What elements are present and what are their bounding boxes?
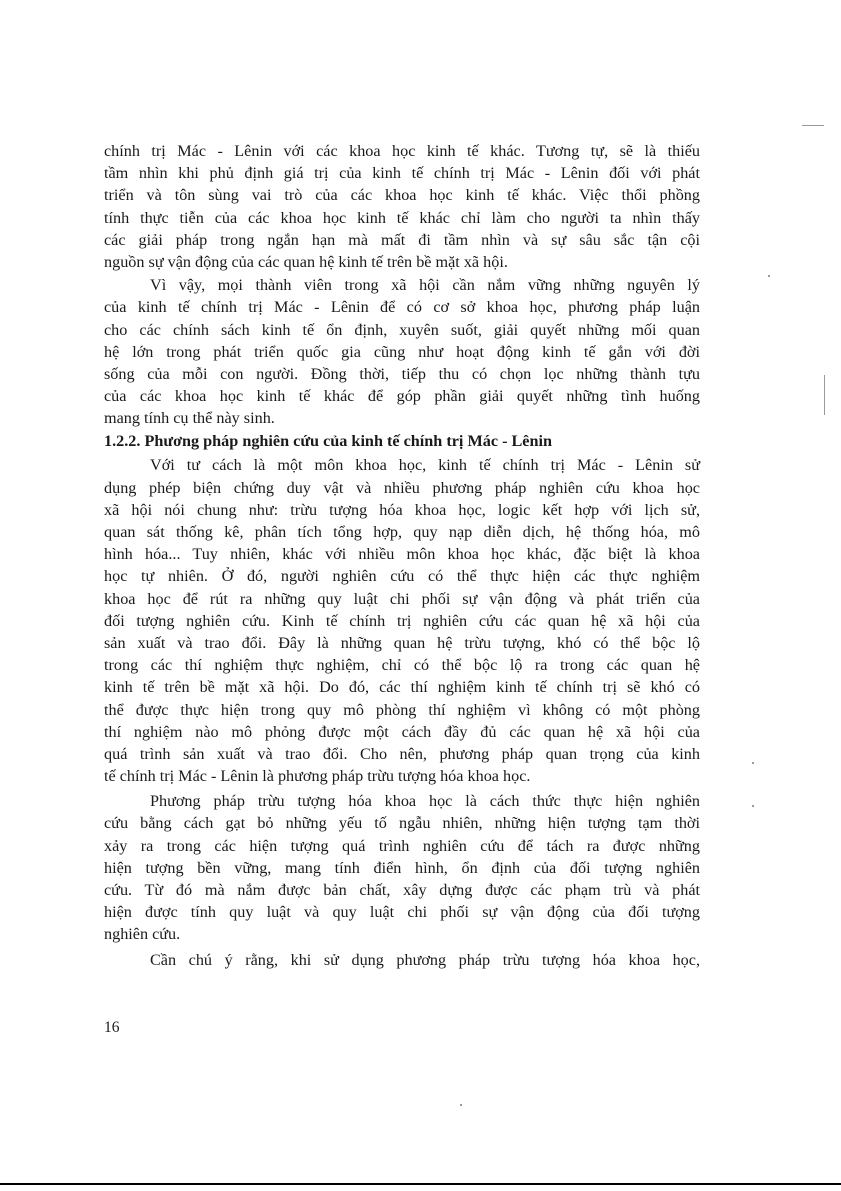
text-line: sản xuất và trao đổi. Đây là những quan hệ trừu tượng, khó có thể bộc lộ [104,633,700,652]
text-line: thí nghiệm nào mô phỏng được một cách đầy đủ các quan hệ xã hội của [104,722,700,741]
text-line: nguồn sự vận động của các quan hệ kinh tế trên bề mặt xã hội. [104,252,508,271]
scan-speck [752,762,754,764]
text-line: trong các thí nghiệm thực nghiệm, chỉ có thể bộc lộ ra trong các quan hệ [104,656,700,675]
scan-speck [768,275,770,277]
text-line: học tự nhiên. Ở đó, người nghiên cứu có thể thực hiện các thực nghiệm [104,567,700,586]
text-line: cứu. Từ đó mà nắm được bản chất, xây dựng được các phạm trù và phát [104,881,700,899]
text-line: Vì vậy, mọi thành viên trong xã hội cần nắm vững những nguyên lý [150,276,700,295]
text-line: thể được thực hiện trong quy mô phòng thí nghiệm vì không có một phòng [104,700,700,719]
text-line: dụng phép biện chứng duy vật và nhiều phương pháp nghiên cứu khoa học [104,478,700,497]
text-line: các giải pháp trong ngắn hạn mà mất đi tầm nhìn và sự sâu sắc tận cội [104,230,700,249]
paragraph-4 [104,790,700,945]
page-number: 16 [104,1019,120,1036]
text-line: hình hóa... Tuy nhiên, khác với nhiều môn khoa học khác, đặc biệt là khoa [104,545,700,564]
text-line: hiện tượng bền vững, mang tính điển hình, ổn định của đối tượng nghiên [104,858,700,877]
text-line: mang tính cụ thể này sinh. [104,409,275,428]
text-line: Cần chú ý rằng, khi sử dụng phương pháp trừu tượng hóa khoa học, [150,950,700,969]
text-line: Phương pháp trừu tượng hóa khoa học là cách thức thực hiện nghiên [150,792,700,811]
scan-speck [752,805,754,807]
paragraph-5 [104,949,700,971]
text-line: tế chính trị Mác - Lênin là phương pháp trừu tượng hóa khoa học. [104,767,531,786]
page-body [104,140,700,971]
text-line: quá trình sản xuất và trao đổi. Cho nên, phương pháp quan trọng của kinh [104,744,700,763]
text-line: tính thực tiễn của các khoa học kinh tế khác chỉ làm cho người ta nhìn thấy [104,208,700,227]
text-line: hệ lớn trong phát triển quốc gia cũng như hoạt động kinh tế gắn với đời [104,342,700,361]
text-line: tầm nhìn khi phủ định giá trị của kinh tế chính trị Mác - Lênin đối với phát [104,164,700,183]
text-line: chính trị Mác - Lênin với các khoa học kinh tế khác. Tương tự, sẽ là thiếu [104,142,700,160]
paragraph-1 [104,140,700,273]
page-edge-rule [0,1183,841,1185]
text-line: hiện được tính quy luật và quy luật chi phối sự vận động của đối tượng [104,903,700,922]
scan-speck [802,125,824,126]
text-line: sống của mỗi con người. Đồng thời, tiếp thu có chọn lọc những thành tựu [104,364,700,383]
text-line: cứu bằng cách gạt bỏ những yếu tố ngẫu nhiên, những hiện tượng tạm thời [104,814,700,833]
text-line: triển và tôn sùng vai trò của các khoa học kinh tế khác. Việc thổi phồng [104,186,700,205]
text-line: của kinh tế chính trị Mác - Lênin để có cơ sở khoa học, phương pháp luận [104,298,700,317]
text-line: kinh tế trên bề mặt xã hội. Do đó, các thí nghiệm kinh tế chính trị sẽ khó có [104,678,700,697]
text-line: quan sát thống kê, phân tích tổng hợp, quy nạp diễn dịch, hệ thống hóa, mô [104,523,700,541]
paragraph-2 [104,274,700,429]
text-line: của các khoa học kinh tế khác để góp phần giải quyết những tình huống [104,387,700,406]
text-line: xã hội nói chung như: trừu tượng hóa khoa học, logic kết hợp với lịch sử, [104,500,700,519]
text-line: cho các chính sách kinh tế ổn định, xuyên suốt, giải quyết những mối quan [104,320,700,339]
scan-speck [460,1104,462,1106]
text-line: nghiên cứu. [104,925,181,944]
section-heading: 1.2.2. Phương pháp nghiên cứu của kinh tế chính trị Mác - Lênin [104,432,552,451]
text-line: đối tượng nghiên cứu. Kinh tế chính trị nghiên cứu các quan hệ xã hội của [104,611,700,630]
text-line: Với tư cách là một môn khoa học, kinh tế chính trị Mác - Lênin sử [150,456,700,475]
text-line: khoa học để rút ra những quy luật chi phối sự vận động và phát triển của [104,589,700,608]
paragraph-3 [104,454,700,787]
scan-speck [824,375,825,415]
text-line: xảy ra trong các hiện tượng quá trình nghiên cứu để tách ra được những [104,836,700,855]
